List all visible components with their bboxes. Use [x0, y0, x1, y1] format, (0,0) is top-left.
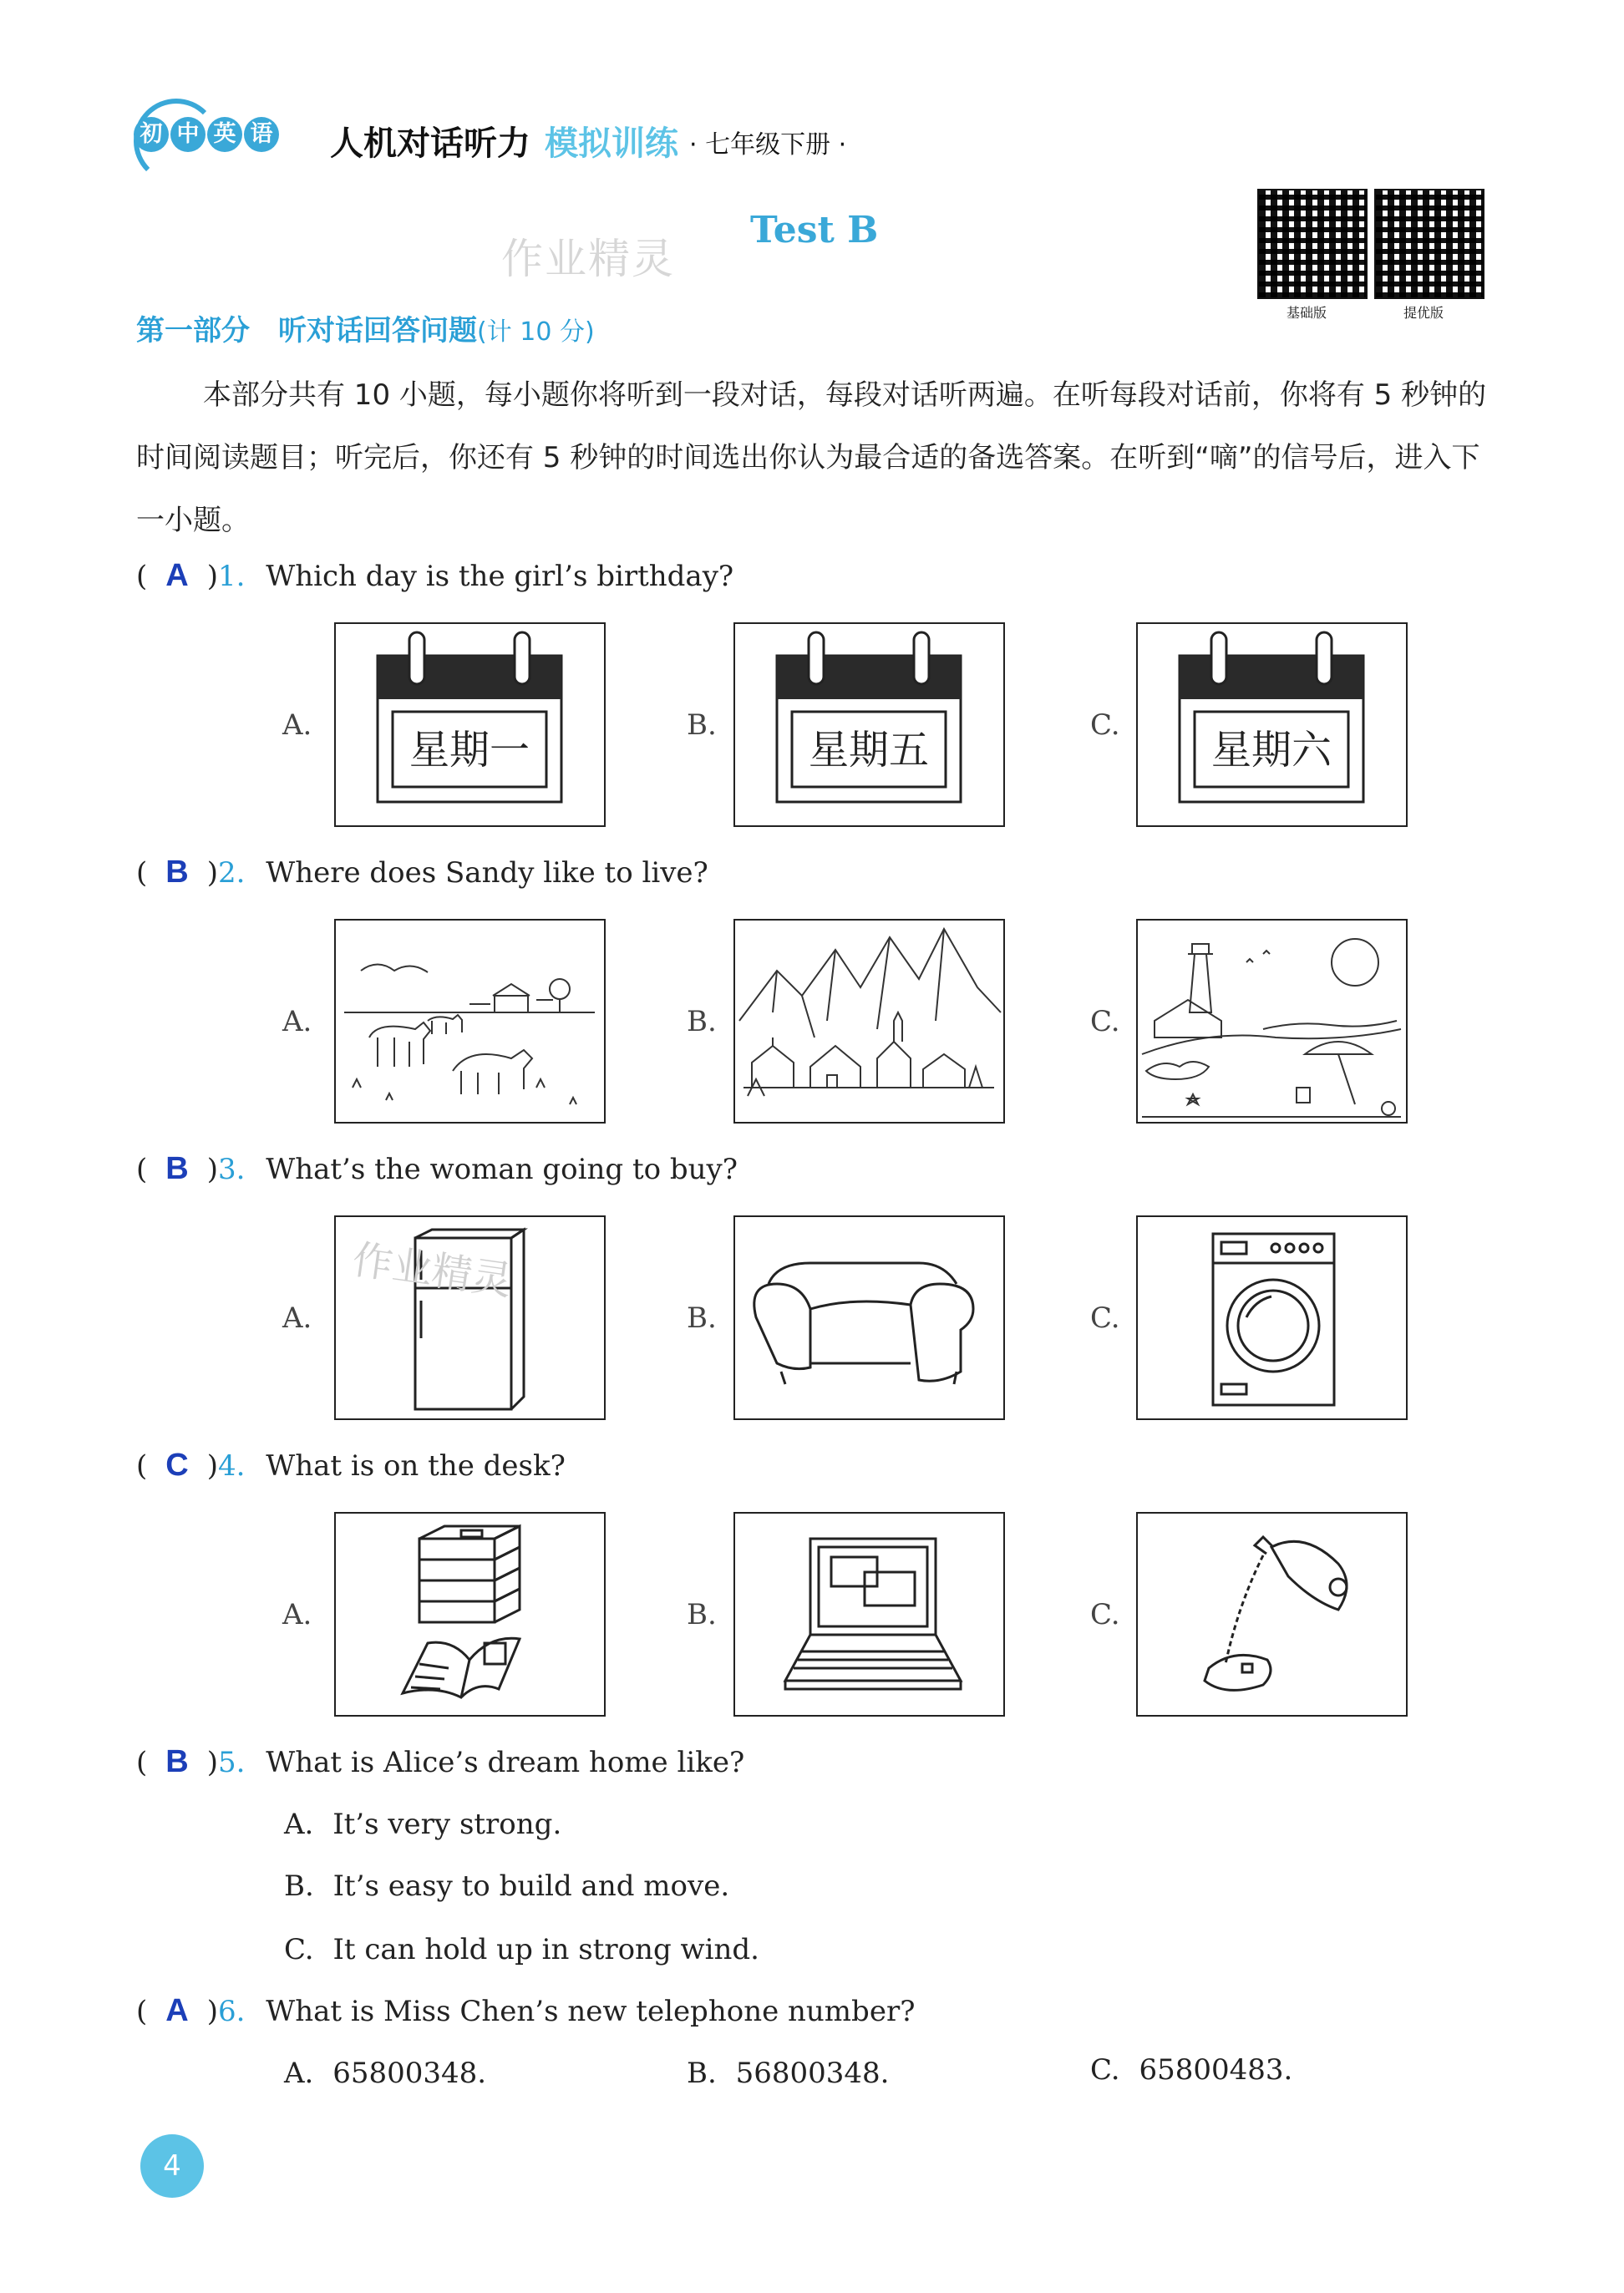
- calendar-icon: [735, 624, 1003, 825]
- instructions: 本部分共有 10 小题，每小题你将听到一段对话，每段对话听两遍。在听每段对话前，你将有 5 秒钟的时间阅读题目；听完后，你还有 5 秒钟的时间选出你认为最合适的备选答案。在听到“嘀”的信号后，进入下一小题。: [136, 378, 1487, 537]
- option-picture-calendar[interactable]: [1136, 622, 1408, 827]
- option-text: 65800348.: [332, 2057, 487, 2090]
- question-2: ( B )2. Where does Sandy like to live?: [136, 855, 708, 890]
- option-picture-mountains[interactable]: [733, 919, 1005, 1124]
- option-label: A.: [284, 1808, 314, 1841]
- text-option[interactable]: [284, 1808, 561, 1841]
- option-label: A.: [282, 1301, 312, 1335]
- section-score: (计 10 分): [477, 317, 595, 347]
- question-number: 4.: [217, 1449, 246, 1483]
- question-5: ( B )5. What is Alice’s dream home like?: [136, 1744, 745, 1779]
- question-1: ( A )1. Which day is the girl’s birthday?: [136, 558, 734, 593]
- question-text: What is on the desk?: [266, 1449, 566, 1483]
- question-number: 2.: [217, 856, 246, 890]
- option-label: B.: [687, 1005, 717, 1038]
- farm-cows-icon: [336, 921, 604, 1122]
- section-title: [136, 307, 595, 348]
- books-icon: [336, 1514, 604, 1715]
- option-picture-washing-machine[interactable]: [1136, 1215, 1408, 1420]
- option-picture-calendar[interactable]: [334, 622, 606, 827]
- option-label: C.: [1090, 1301, 1120, 1335]
- option-label: C.: [284, 1933, 314, 1966]
- brand-char: 初: [134, 117, 169, 152]
- question-number: 6.: [217, 1995, 246, 2028]
- qr-code-basic[interactable]: [1257, 189, 1368, 299]
- option-label: B.: [687, 1598, 717, 1631]
- sofa-icon: [735, 1217, 1003, 1418]
- desk-lamp-icon: [1138, 1514, 1406, 1715]
- answer-mark: A: [165, 1993, 189, 2028]
- watermark: 作业精灵: [501, 235, 675, 283]
- brand-char: 中: [170, 117, 206, 152]
- laptop-icon: [735, 1514, 1003, 1715]
- option-label: C.: [1090, 708, 1120, 742]
- option-label: A.: [282, 708, 312, 742]
- test-title: Test B: [750, 209, 879, 251]
- question-text: Which day is the girl’s birthday?: [266, 560, 734, 593]
- option-text: It’s easy to build and move.: [332, 1869, 730, 1903]
- brand-char: 语: [244, 117, 279, 152]
- answer-mark: B: [165, 1744, 189, 1779]
- question-text: What is Miss Chen’s new telephone number?: [266, 1995, 916, 2028]
- option-label: A.: [284, 2057, 314, 2090]
- washing-machine-icon: [1138, 1217, 1406, 1418]
- mountain-village-icon: [735, 921, 1003, 1122]
- question-text: What is Alice’s dream home like?: [266, 1746, 745, 1779]
- question-6: ( A )6. What is Miss Chen’s new telephone number?: [136, 1993, 916, 2028]
- question-text: What’s the woman going to buy?: [266, 1153, 738, 1186]
- calendar-caption: 星期五: [808, 727, 930, 774]
- option-picture-calendar[interactable]: [733, 622, 1005, 827]
- option-text: 56800348.: [735, 2057, 890, 2090]
- text-option[interactable]: [284, 1933, 759, 1966]
- calendar-icon: [1138, 624, 1406, 825]
- text-option[interactable]: [284, 1869, 729, 1903]
- question-3: ( B )3. What’s the woman going to buy?: [136, 1151, 738, 1186]
- question-number: 3.: [217, 1153, 246, 1186]
- brand-char: 英: [207, 117, 242, 152]
- calendar-caption: 星期六: [1210, 727, 1332, 774]
- option-text: 65800483.: [1139, 2053, 1293, 2087]
- qr-label-advanced: 提优版: [1403, 305, 1444, 321]
- option-picture-fridge[interactable]: [334, 1215, 606, 1420]
- option-picture-laptop[interactable]: [733, 1512, 1005, 1717]
- calendar-caption: 星期一: [409, 727, 530, 774]
- option-label: C.: [1090, 2053, 1120, 2087]
- watermark: 作业精灵: [349, 1235, 515, 1306]
- option-picture-farm[interactable]: [334, 919, 606, 1124]
- option-picture-beach[interactable]: [1136, 919, 1408, 1124]
- option-label: B.: [687, 2057, 717, 2090]
- answer-mark: A: [165, 558, 189, 593]
- option-label: C.: [1090, 1005, 1120, 1038]
- question-4: ( C )4. What is on the desk?: [136, 1448, 566, 1483]
- question-text: Where does Sandy like to live?: [266, 856, 708, 890]
- option-text: It’s very strong.: [332, 1808, 562, 1841]
- calendar-icon: [336, 624, 604, 825]
- answer-mark: B: [165, 1151, 189, 1186]
- option-text: It can hold up in strong wind.: [332, 1933, 759, 1966]
- series-subtitle: 模拟训练: [545, 124, 678, 163]
- answer-mark: C: [165, 1448, 189, 1483]
- beach-lighthouse-icon: [1138, 921, 1406, 1122]
- text-option[interactable]: [1090, 2053, 1292, 2087]
- option-picture-books[interactable]: [334, 1512, 606, 1717]
- page-number: 4: [140, 2134, 204, 2198]
- option-label: A.: [282, 1005, 312, 1038]
- answer-mark: B: [165, 855, 189, 890]
- qr-label-basic: 基础版: [1287, 305, 1327, 321]
- question-number: 5.: [217, 1746, 246, 1779]
- text-option[interactable]: [687, 2057, 889, 2090]
- option-picture-sofa[interactable]: [733, 1215, 1005, 1420]
- brand-logo: [134, 117, 281, 152]
- qr-code-advanced[interactable]: [1374, 189, 1484, 299]
- option-label: B.: [284, 1869, 314, 1903]
- option-picture-lamp[interactable]: [1136, 1512, 1408, 1717]
- section-title-text: 第一部分 听对话回答问题: [136, 314, 477, 348]
- option-label: A.: [282, 1598, 312, 1631]
- question-number: 1.: [217, 560, 246, 593]
- text-option[interactable]: [284, 2057, 486, 2090]
- option-label: B.: [687, 1301, 717, 1335]
- grade-label: · 七年级下册 ·: [689, 130, 847, 160]
- option-label: B.: [687, 708, 717, 742]
- option-label: C.: [1090, 1598, 1120, 1631]
- series-title: 人机对话听力: [330, 124, 530, 163]
